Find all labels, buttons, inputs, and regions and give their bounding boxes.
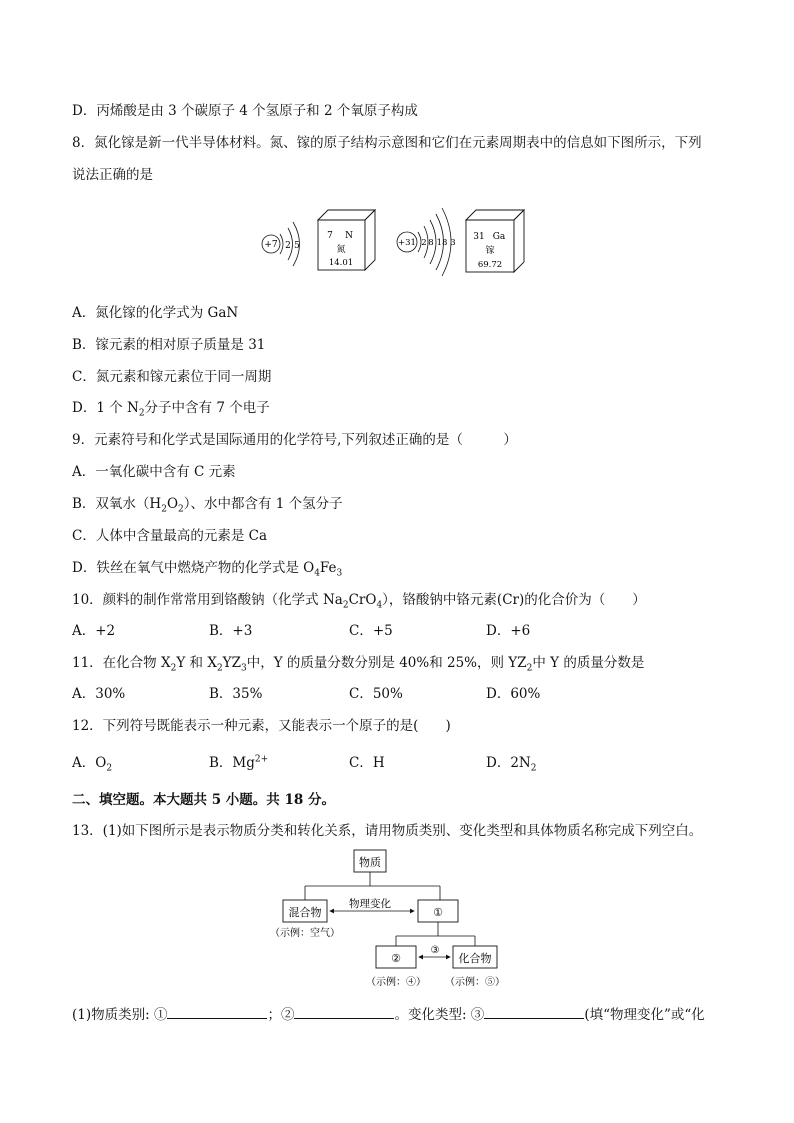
- q11-option-d: D．60%: [486, 686, 541, 702]
- q10-option-c: C．+5: [349, 623, 393, 639]
- ga-shell-1: 2: [421, 238, 427, 248]
- q10-option-d: D．+6: [486, 623, 531, 639]
- diagram-blank-3: ③: [430, 945, 440, 956]
- diagram-mixture-example: （示例：空气）: [270, 928, 340, 939]
- ga-atomic-number: 31: [473, 232, 485, 242]
- diagram-example-4: （示例：④）: [366, 977, 426, 988]
- n-shell-2: 5: [294, 241, 300, 251]
- n-atomic-number: 7: [327, 231, 333, 241]
- q11-option-c: C．50%: [349, 686, 403, 702]
- diagram-blank-1: ①: [433, 906, 443, 919]
- q8-option-d: D．1 个 $N_2$分子中含有 7 个电子: [72, 400, 270, 419]
- n-nucleus-charge: +7: [264, 240, 278, 250]
- ga-periodic-cell: [466, 210, 524, 272]
- n-symbol: N: [345, 231, 353, 241]
- n-periodic-cell: [318, 210, 375, 270]
- section-heading: 二、填空题。本大题共 5 小题。共 18 分。: [72, 792, 335, 808]
- q8-option-a: A．氮化镓的化学式为 GaN: [72, 305, 239, 321]
- q13-stem: 13．(1)如下图所示是表示物质分类和转化关系，请用物质类别、变化类型和具体物质名称完成下列空白。: [72, 823, 703, 839]
- diagram-physical-change: 物理变化: [349, 898, 391, 910]
- q11-option-a: A．30%: [72, 686, 126, 702]
- answer-blank-1[interactable]: [167, 1004, 267, 1019]
- diagram-mixture: 混合物: [288, 906, 322, 919]
- q10-option-b: B．+3: [209, 623, 253, 639]
- q9-option-a: A．一氧化碳中含有 C 元素: [72, 464, 236, 480]
- q12-option-a: A．$O_2$: [72, 755, 113, 774]
- q12-option-c: C．H: [349, 755, 385, 771]
- q12-option-d: D．$2N_2$: [486, 755, 537, 774]
- q8-atom-figure: [250, 198, 550, 278]
- diagram-example-5: （示例：⑤）: [445, 977, 505, 988]
- n-atomic-mass: 14.01: [328, 258, 354, 268]
- diagram-substance: 物质: [359, 856, 381, 869]
- q8-option-c: C．氮元素和镓元素位于同一周期: [72, 369, 272, 385]
- q9-option-c: C．人体中含量最高的元素是 Ca: [72, 528, 267, 544]
- ga-nucleus-charge: +31: [398, 238, 416, 248]
- q12-stem: 12．下列符号既能表示一种元素，又能表示一个原子的是( ): [72, 718, 451, 734]
- answer-blank-3[interactable]: [484, 1004, 584, 1019]
- diagram-blank-2: ②: [391, 952, 401, 965]
- q8-stem-line2: 说法正确的是: [72, 167, 153, 183]
- ga-atomic-mass: 69.72: [477, 260, 503, 270]
- ga-shell-2: 8: [428, 238, 434, 248]
- q10-stem: 10．颜料的制作常常用到铬酸钠（化学式 $Na_2CrO_4$），铬酸钠中铬元素(Cr)的化合价为（ ）: [72, 592, 646, 611]
- n-shell-1: 2: [285, 241, 291, 251]
- q9-stem: 9．元素符号和化学式是国际通用的化学符号,下列叙述正确的是（ ）: [72, 432, 517, 448]
- q9-option-d: D．铁丝在氧气中燃烧产物的化学式是 $O_4Fe_3$: [72, 560, 343, 579]
- q7-option-d: D．丙烯酸是由 3 个碳原子 4 个氢原子和 2 个氧原子构成: [72, 103, 418, 119]
- n-name: 氮: [336, 245, 346, 255]
- q8-option-b: B．镓元素的相对原子质量是 31: [72, 337, 266, 353]
- ga-shell-4: 3: [450, 238, 456, 248]
- ga-symbol: Ga: [492, 232, 506, 242]
- q11-option-b: B．35%: [209, 686, 263, 702]
- q10-option-a: A．+2: [72, 623, 116, 639]
- diagram-compound: 化合物: [458, 952, 492, 965]
- q13-classification-diagram: [270, 848, 510, 993]
- ga-shell-3: 18: [436, 238, 448, 248]
- q13-fill-line: (1)物质类别: ① ；② 。变化类型: ③ (填“物理变化”或“化: [72, 1004, 705, 1024]
- ga-name: 镓: [485, 246, 495, 256]
- q11-stem: 11．在化合物 $X_2Y$ 和 $X_2YZ_3$中，Y 的质量分数分别是 40%和 25%，则 $YZ_2$中 Y 的质量分数是: [72, 655, 645, 674]
- q12-option-b: B．$Mg^{2+}$: [209, 754, 269, 771]
- q9-option-b: B．双氧水$(H_2O_2)$、水中都含有 1 个氢分子: [72, 496, 343, 515]
- answer-blank-2[interactable]: [294, 1004, 394, 1019]
- q8-stem-line1: 8．氮化镓是新一代半导体材料。氮、镓的原子结构示意图和它们在元素周期表中的信息如下图所示，下列: [72, 135, 702, 151]
